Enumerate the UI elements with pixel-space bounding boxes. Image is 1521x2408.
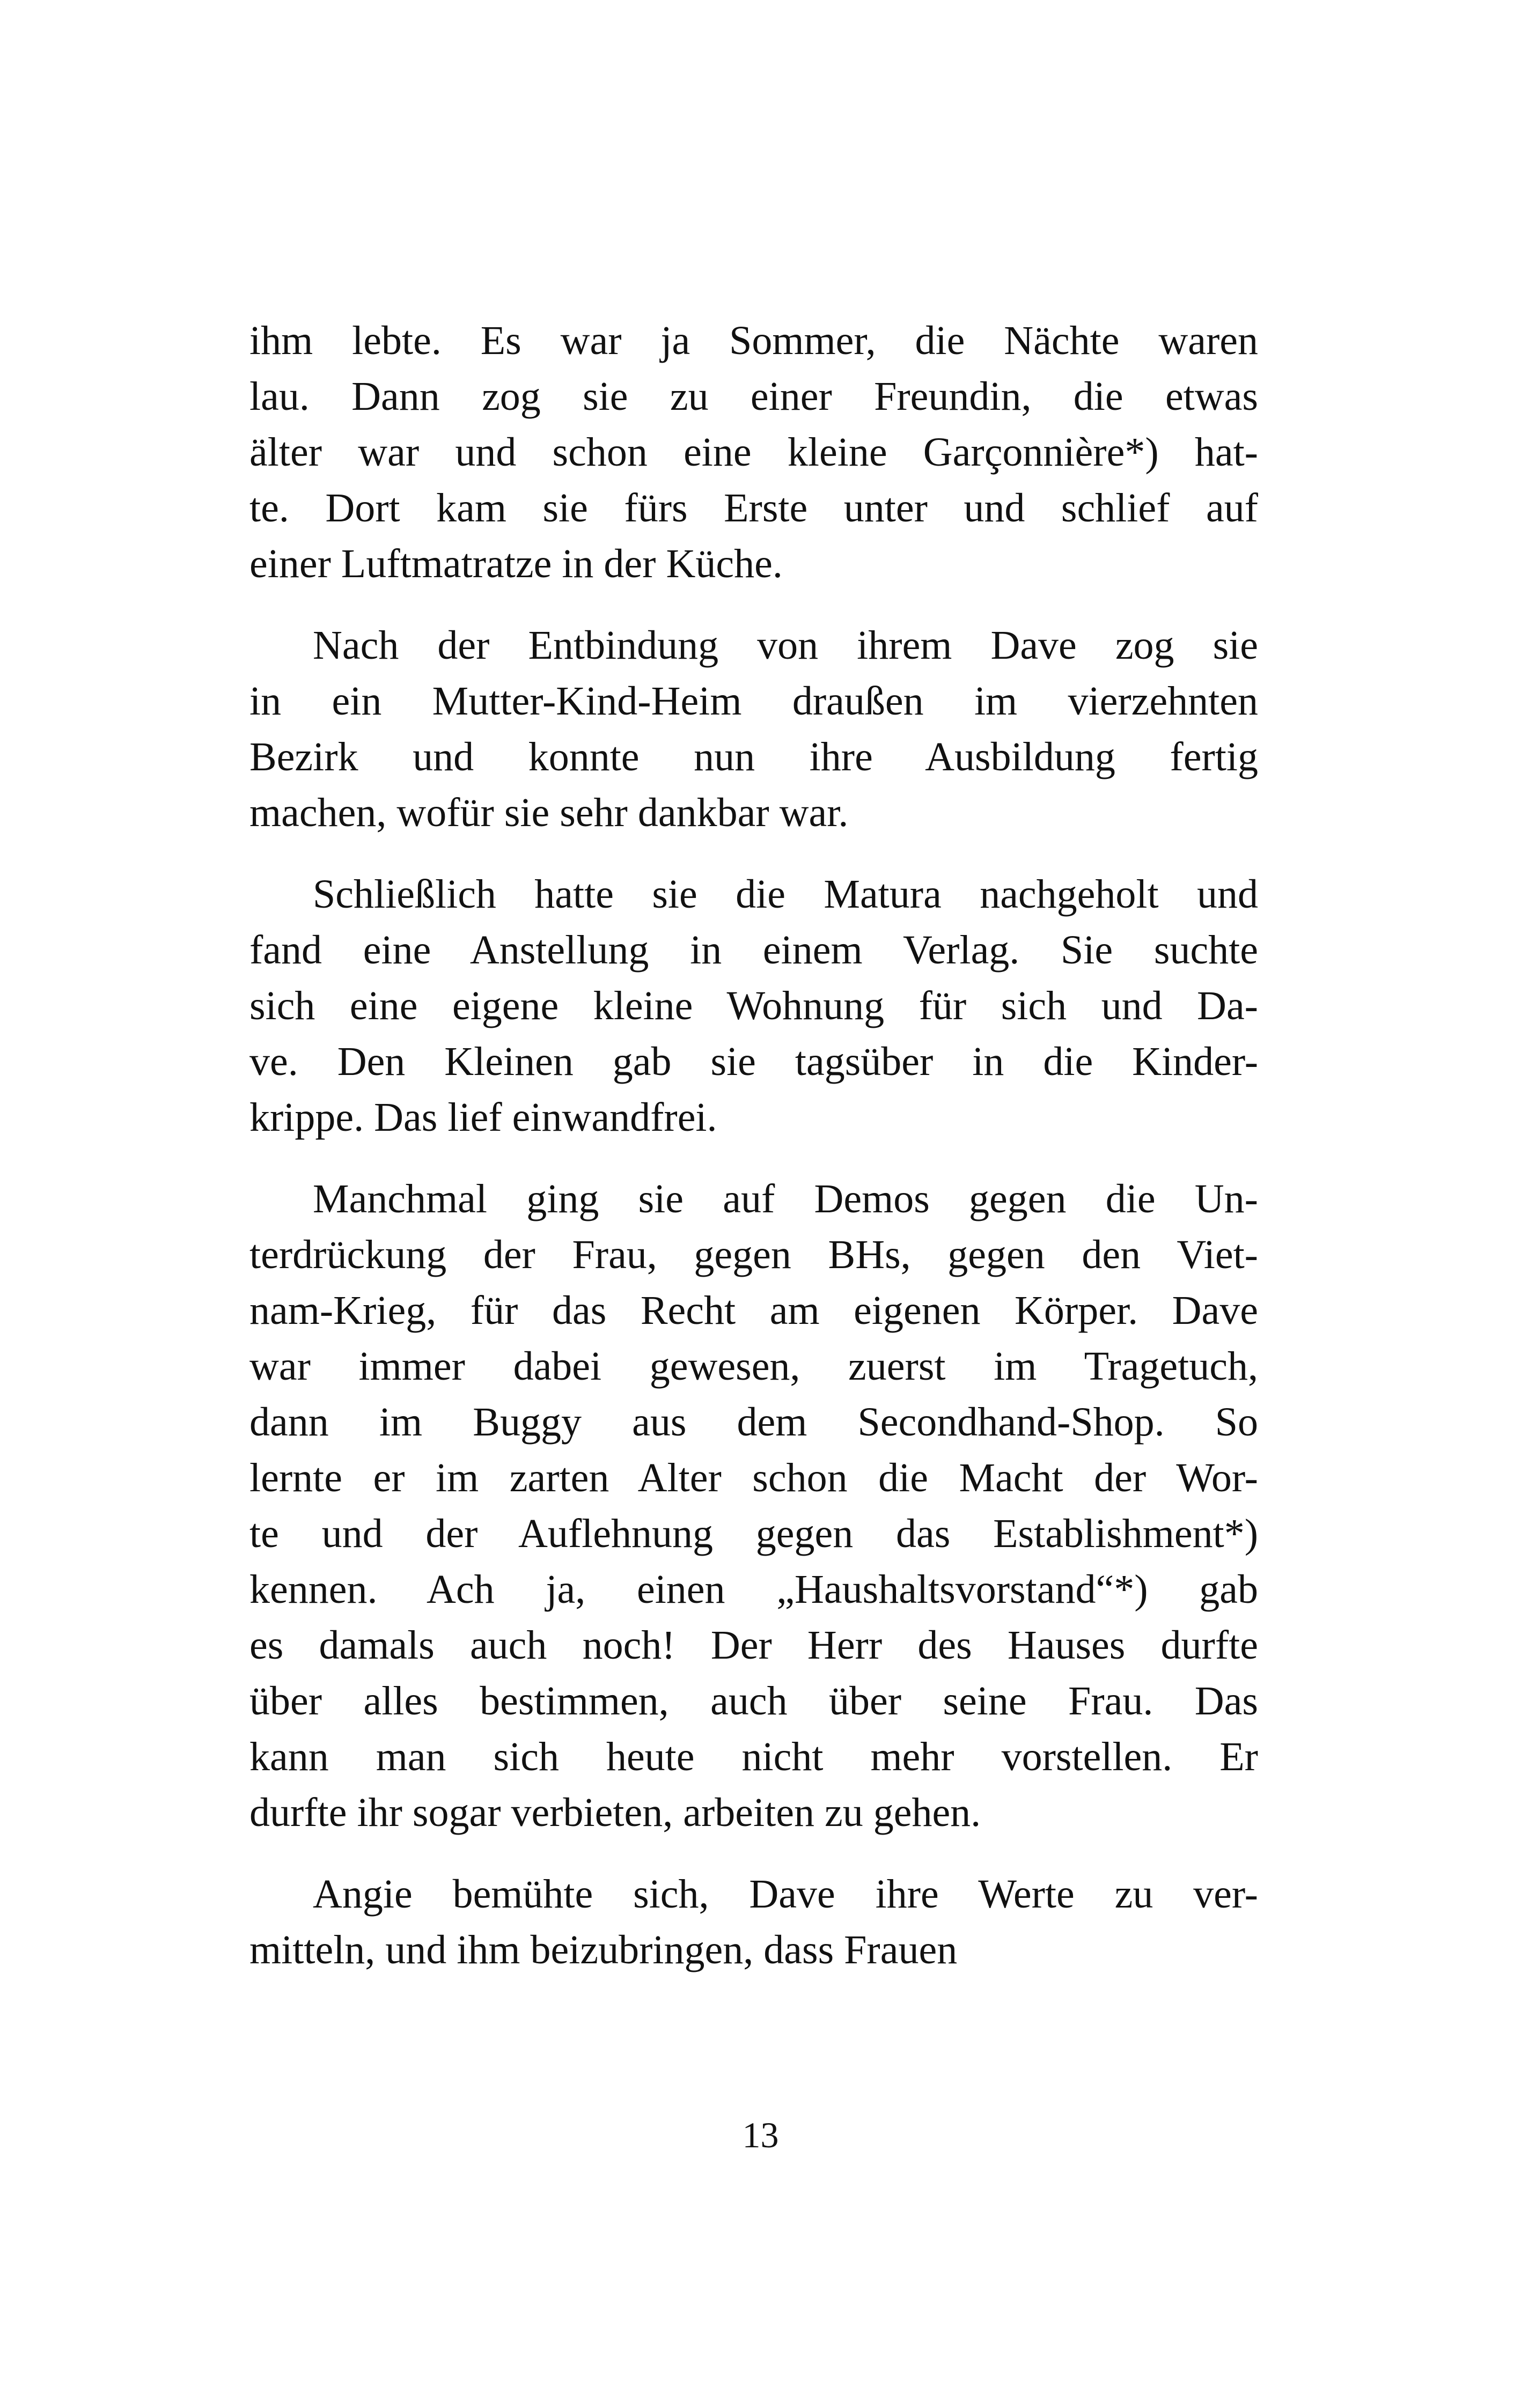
text-line: es damals auch noch! Der Herr des Hauses durfte: [249, 1623, 1258, 1668]
text-line: in ein Mutter-Kind-Heim draußen im vierzehnten: [249, 679, 1258, 724]
text-line: ve. Den Kleinen gab sie tagsüber in die Kinder-: [249, 1039, 1258, 1084]
text-line: Nach der Entbindung von ihrem Dave zog sie: [313, 623, 1258, 668]
text-line: te und der Auflehnung gegen das Establishment*): [249, 1511, 1258, 1556]
paragraph: [249, 1171, 1258, 1840]
paragraph: [249, 617, 1258, 841]
text-line: kennen. Ach ja, einen „Haushaltsvorstand“*) gab: [249, 1567, 1258, 1612]
paragraph: [249, 866, 1258, 1145]
paragraph-spacing: [249, 592, 1258, 617]
paragraph-spacing: [249, 1840, 1258, 1866]
text-line: lau. Dann zog sie zu einer Freundin, die etwas: [249, 374, 1258, 419]
text-line: nam-Krieg, für das Recht am eigenen Körper. Dave: [249, 1288, 1258, 1333]
text-line: Bezirk und konnte nun ihre Ausbildung fertig: [249, 734, 1258, 779]
text-line: krippe. Das lief einwandfrei.: [249, 1095, 717, 1140]
text-line: te. Dort kam sie fürs Erste unter und schlief auf: [249, 485, 1258, 531]
paragraph-spacing: [249, 1145, 1258, 1171]
page-number: 13: [742, 2115, 779, 2155]
paragraph: [249, 1866, 1258, 1978]
text-line: Angie bemühte sich, Dave ihre Werte zu ver-: [313, 1872, 1258, 1917]
text-line: sich eine eigene kleine Wohnung für sich und Da-: [249, 983, 1258, 1028]
text-line: älter war und schon eine kleine Garçonnière*) hat-: [249, 430, 1258, 475]
text-line: durfte ihr sogar verbieten, arbeiten zu gehen.: [249, 1790, 981, 1835]
text-line: war immer dabei gewesen, zuerst im Tragetuch,: [249, 1344, 1258, 1389]
text-line: lernte er im zarten Alter schon die Macht der Wor-: [249, 1455, 1258, 1500]
text-line: terdrückung der Frau, gegen BHs, gegen den Viet-: [249, 1232, 1258, 1277]
text-line: ihm lebte. Es war ja Sommer, die Nächte waren: [249, 318, 1258, 363]
body-text: [249, 313, 1258, 1978]
text-line: fand eine Anstellung in einem Verlag. Sie suchte: [249, 927, 1258, 973]
text-line: über alles bestimmen, auch über seine Frau. Das: [249, 1678, 1258, 1724]
paragraph: [249, 313, 1258, 592]
text-line: einer Luftmatratze in der Küche.: [249, 541, 783, 586]
paragraph-spacing: [249, 841, 1258, 866]
text-line: Manchmal ging sie auf Demos gegen die Un-: [313, 1176, 1258, 1221]
text-line: dann im Buggy aus dem Secondhand-Shop. So: [249, 1400, 1258, 1445]
text-line: machen, wofür sie sehr dankbar war.: [249, 790, 849, 835]
text-line: mitteln, und ihm beizubringen, dass Frauen: [249, 1927, 958, 1972]
text-line: Schließlich hatte sie die Matura nachgeholt und: [313, 872, 1258, 917]
text-line: kann man sich heute nicht mehr vorstellen. Er: [249, 1734, 1258, 1779]
